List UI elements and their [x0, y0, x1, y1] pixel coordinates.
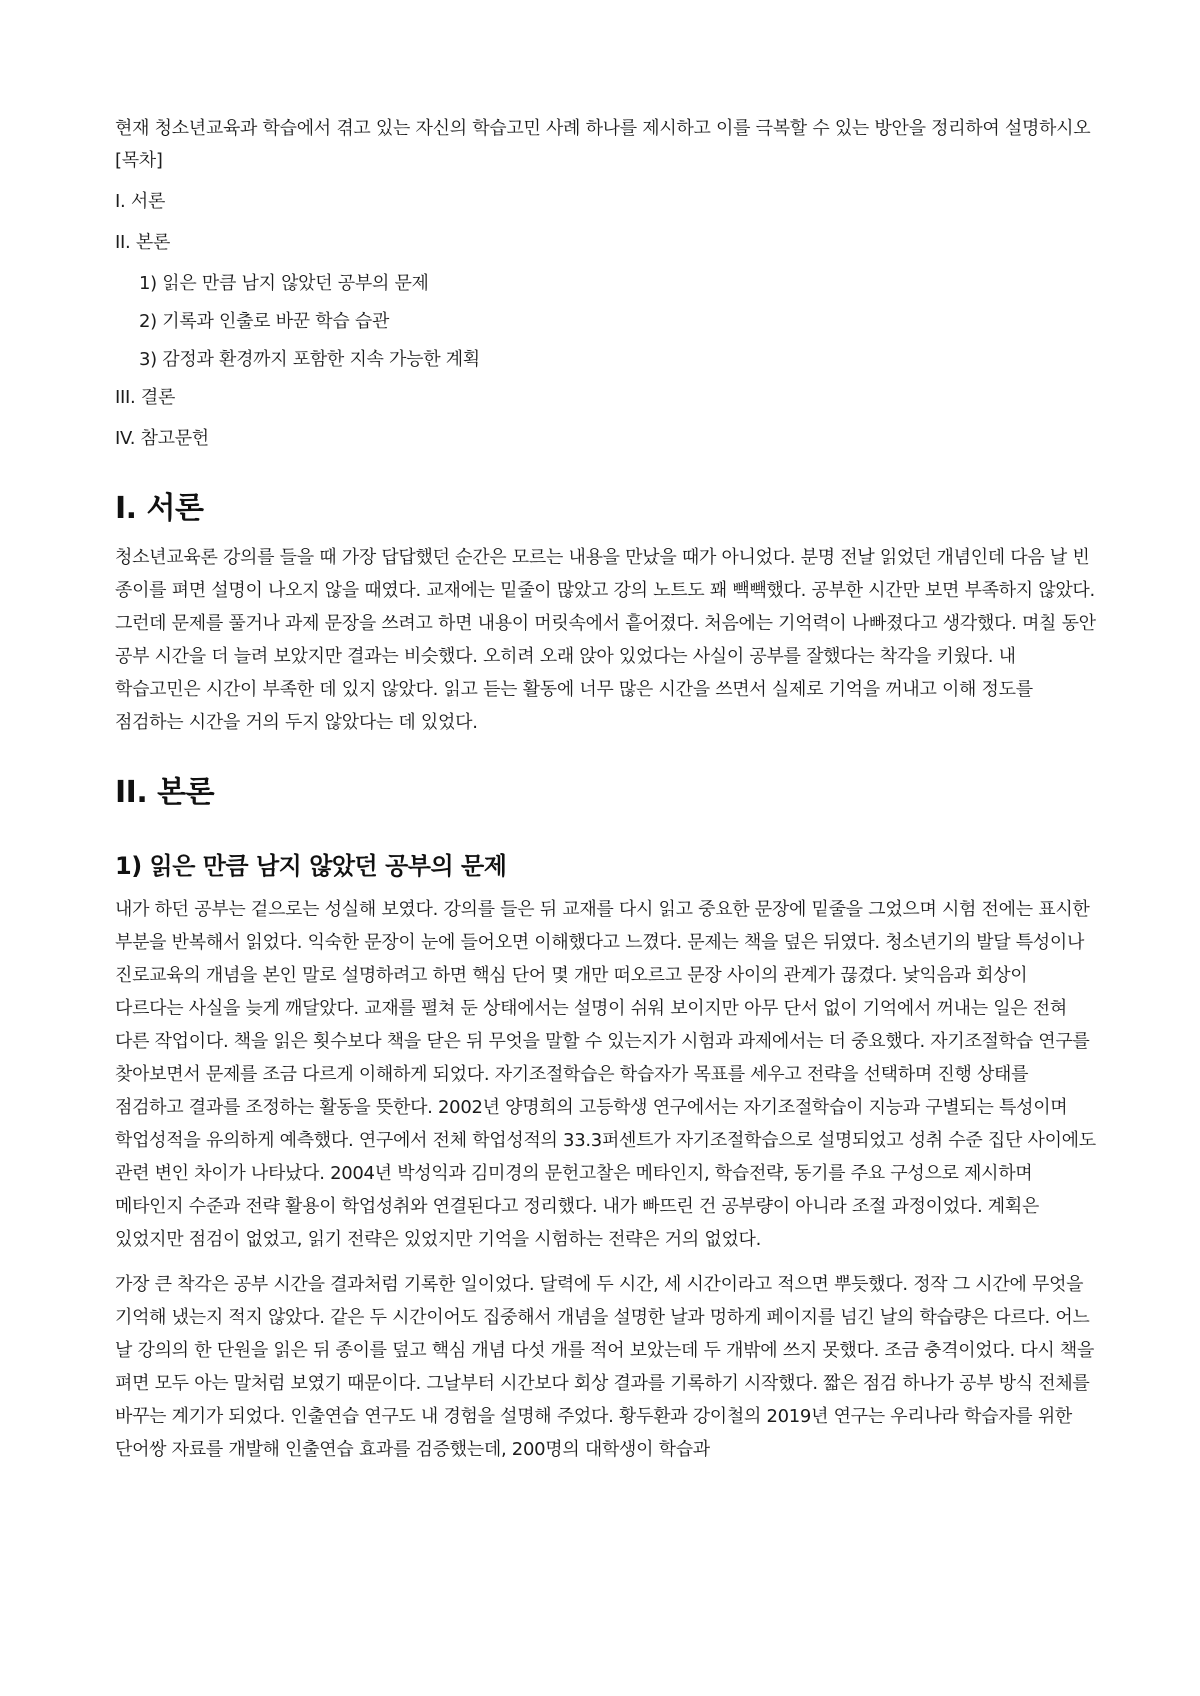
- table-of-contents: [115, 145, 1097, 455]
- body-paragraph-2: 가장 큰 착각은 공부 시간을 결과처럼 기록한 일이었다. 달력에 두 시간, 세 시간이라고 적으면 뿌듯했다. 정작 그 시간에 무엇을 기억해 냈는지 적지 않았다. 같은 두 시간이어도 집중해서 개념을 설명한 날과 멍하게 페이지를 넘긴 날의 학습량은 다르다. 어느 날 강의의 한 단원을 읽은 뒤 종이를 덮고 핵심 개념 다섯 개를 적어 보았는데 두 개밖에 쓰지 못했다. 조금 충격이었다. 다시 책을 펴면 모두 아는 말처럼 보였기 때문이다. 그날부터 시간보다 회상 결과를 기록하기 시작했다. 짧은 점검 하나가 공부 방식 전체를 바꾸는 계기가 되었다. 인출연습 연구도 내 경험을 설명해 주었다. 황두환과 강이철의 2019년 연구는 우리나라 학습자를 위한 단어쌍 자료를 개발해 인출연습 효과를 검증했는데, 200명의 대학생이 학습과: [115, 1274, 1095, 1460]
- toc-subitem-3: 3) 감정과 환경까지 포함한 지속 가능한 계획: [139, 349, 480, 370]
- document-content: [115, 112, 1097, 1466]
- toc-subitem-2: 2) 기록과 인출로 바꾼 학습 습관: [139, 311, 390, 332]
- toc-label: [목차]: [115, 150, 163, 171]
- section-heading-intro: I. 서론: [115, 491, 204, 526]
- toc-item-body: II. 본론: [115, 232, 171, 253]
- section-heading-body: II. 본론: [115, 775, 215, 810]
- intro-paragraph: 청소년교육론 강의를 들을 때 가장 답답했던 순간은 모르는 내용을 만났을 때가 아니었다. 분명 전날 읽었던 개념인데 다음 날 빈 종이를 펴면 설명이 나오지 않을 때였다. 교재에는 밑줄이 많았고 강의 노트도 꽤 빽빽했다. 공부한 시간만 보면 부족하지 않았다. 그런데 문제를 풀거나 과제 문장을 쓰려고 하면 내용이 머릿속에서 흩어졌다. 처음에는 기억력이 나빠졌다고 생각했다. 며칠 동안 공부 시간을 더 늘려 보았지만 결과는 비슷했다. 오히려 오래 앉아 있었다는 사실이 공부를 잘했다는 착각을 키웠다. 내 학습고민은 시간이 부족한 데 있지 않았다. 읽고 듣는 활동에 너무 많은 시간을 쓰면서 실제로 기억을 꺼내고 이해 정도를 점검하는 시간을 거의 두지 않았다는 데 있었다.: [115, 547, 1096, 733]
- subsection-heading-1: 1) 읽은 만큼 남지 않았던 공부의 문제: [115, 852, 507, 880]
- body-paragraph-1: 내가 하던 공부는 겉으로는 성실해 보였다. 강의를 들은 뒤 교재를 다시 읽고 중요한 문장에 밑줄을 그었으며 시험 전에는 표시한 부분을 반복해서 읽었다. 익숙한 문장이 눈에 들어오면 이해했다고 느꼈다. 문제는 책을 덮은 뒤였다. 청소년기의 발달 특성이나 진로교육의 개념을 본인 말로 설명하려고 하면 핵심 단어 몇 개만 떠오르고 문장 사이의 관계가 끊겼다. 낯익음과 회상이 다르다는 사실을 늦게 깨달았다. 교재를 펼쳐 둔 상태에서는 설명이 쉬워 보이지만 아무 단서 없이 기억에서 꺼내는 일은 전혀 다른 작업이다. 책을 읽은 횟수보다 책을 닫은 뒤 무엇을 말할 수 있는지가 시험과 과제에서는 더 중요했다. 자기조절학습 연구를 찾아보면서 문제를 조금 다르게 이해하게 되었다. 자기조절학습은 학습자가 목표를 세우고 전략을 선택하며 진행 상태를 점검하고 결과를 조정하는 활동을 뜻한다. 2002년 양명희의 고등학생 연구에서는 자기조절학습이 지능과 구별되는 특성이며 학업성적을 유의하게 예측했다. 연구에서 전체 학업성적의 33.3퍼센트가 자기조절학습으로 설명되었고 성취 수준 집단 사이에도 관련 변인 차이가 나타났다. 2004년 박성익과 김미경의 문헌고찰은 메타인지, 학습전략, 동기를 주요 구성으로 제시하며 메타인지 수준과 전략 활용이 학업성취와 연결된다고 정리했다. 내가 빠뜨린 건 공부량이 아니라 조절 과정이었다. 계획은 있었지만 점검이 없었고, 읽기 전략은 있었지만 기억을 시험하는 전략은 거의 없었다.: [115, 899, 1096, 1250]
- toc-item-references: IV. 참고문헌: [115, 428, 209, 449]
- toc-subitem-1: 1) 읽은 만큼 남지 않았던 공부의 문제: [139, 273, 429, 294]
- toc-item-intro: I. 서론: [115, 191, 166, 212]
- toc-item-conclusion: III. 결론: [115, 387, 176, 408]
- assignment-prompt: 현재 청소년교육과 학습에서 겪고 있는 자신의 학습고민 사례 하나를 제시하고 이를 극복할 수 있는 방안을 정리하여 설명하시오: [115, 118, 1091, 139]
